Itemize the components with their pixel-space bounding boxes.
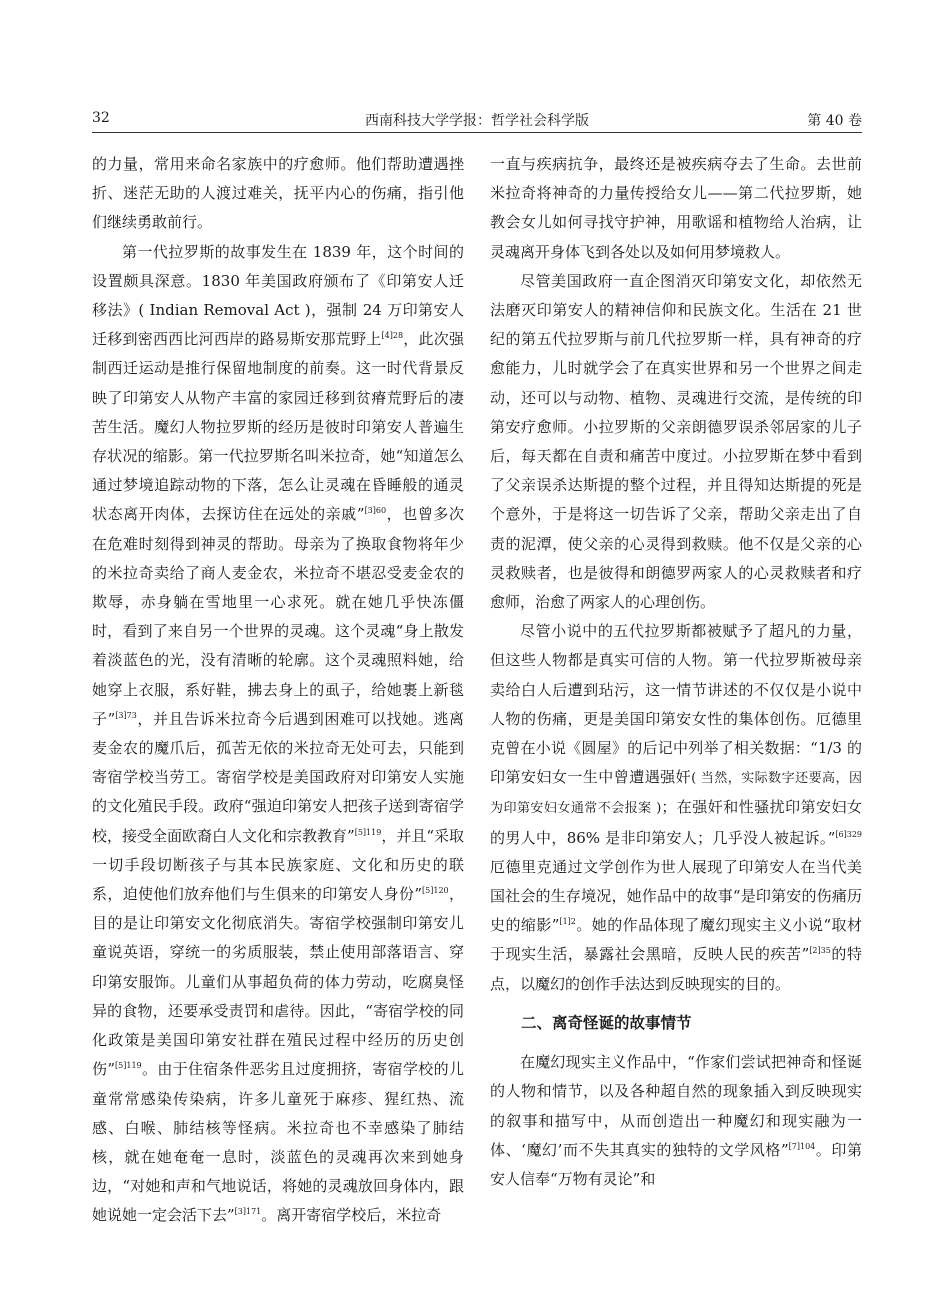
text-run: ，并且告诉米拉奇今后遇到困难可以找她。逃离麦金农的魔爪后，孤苦无依的米拉奇无处可去，只能到寄宿学校当劳工。寄宿学校是美国政府对印第安人实施的文化殖民手段。政府“强迫印第安人把孩子送到寄宿学校，接受全面欧裔白人文化和宗教教育”	[92, 709, 464, 845]
running-header	[92, 108, 862, 133]
citation: [5]120	[422, 886, 449, 896]
text-run: 。由于住宿条件恶劣且过度拥挤，寄宿学校的儿童常常感染传染病，许多儿童死于麻疹、猩红热、流感、白喉、肺结核等怪病。米拉奇也不幸感染了肺结核，就在她奄奄一息时，淡蓝色的灵魂再次来到她身边，“对她和声和气地说话，将她的灵魂放回身体内，跟她说她一定会活下去”	[92, 1060, 464, 1225]
citation: [7]104	[788, 1141, 816, 1151]
paragraph-continued: 的力量，常用来命名家族中的疗愈师。他们帮助遭遇挫折、迷茫无助的人渡过难关，抚平内心的伤痛，指引他们继续勇敢前行。	[92, 155, 464, 232]
paragraph-magic-realism	[490, 1048, 862, 1194]
text-run: 尽管小说中的五代拉罗斯都被赋予了超凡的力量，但这些人物都是真实可信的人物。第一代拉罗斯被母亲卖给白人后遭到玷污，这一情节讲述的不仅仅是小说中人物的伤痛，更是美国印第安女性的集体创伤。厄德里克曾在小说《圆屋》的后记中列举了相关数据：“1/3 的印第安妇女一生中曾遭遇强奸	[490, 622, 862, 787]
right-column	[490, 150, 862, 1194]
citation: [5]119	[354, 827, 382, 837]
paragraph-first-generation	[92, 238, 464, 1231]
paragraph-continued: 一直与疾病抗争，最终还是被疾病夺去了生命。去世前米拉奇将神奇的力量传授给女儿——第二代拉罗斯，她教会女儿如何寻找守护神，用歌谣和植物给人治病，让灵魂离开身体飞到各处以及如何用梦境救人。	[490, 155, 862, 261]
citation: [3]73	[115, 710, 137, 720]
citation: [4]28	[381, 331, 404, 341]
journal-title: 西南科技大学学报：哲学社会科学版	[365, 113, 589, 129]
text-run: 的特点，以魔幻的创作手法达到反映现实的目的。	[490, 945, 862, 993]
left-column	[92, 150, 464, 1231]
text-run: 厄德里克通过文学创作为世人展现了印第安人在当代美国社会的生存境况，她作品中的故事“是印第安的伤痛历史的缩影”	[490, 857, 862, 935]
text-run: ，目的是让印第安文化彻底消失。寄宿学校强制印第安儿童说英语，穿统一的劣质服装，禁止使用部落语言、穿印第安服饰。儿童们从事超负荷的体力劳动，吃腐臭怪异的食物，还要承受责罚和虐待。因此，“寄宿学校的同化政策是美国印第安社群在殖民过程中经历的历史创伤”	[92, 885, 464, 1079]
citation: [3]60	[364, 506, 387, 516]
citation: [1]2	[559, 917, 576, 927]
citation: [6]329	[835, 829, 862, 839]
text-run: ；在强奸和性骚扰印第安妇女的男人中，86% 是非印第安人；几乎没人被起诉。”	[490, 798, 862, 847]
text-run: 第一代拉罗斯的故事发生在 1839 年，这个时间的设置颇具深意。1830 年美国政府颁布了《印第安人迁移法》( Indian Removal Act )，强制 24 万印第安人迁移到密西西比河西岸的路易斯安那荒野上	[92, 242, 464, 349]
page-number: 32	[92, 110, 110, 126]
section-heading: 二、离奇怪诞的故事情节	[521, 1013, 692, 1032]
citation: [2]35	[809, 946, 831, 956]
citation: [5]119	[115, 1061, 142, 1071]
text-run: ，并且“采取一切手段切断孩子与其本民族家庭、文化和历史的联系，迫使他们放弃他们与生俱来的印第安人身份”	[92, 826, 465, 904]
paragraph-fifth-generation: 尽管美国政府一直企图消灭印第安文化，却依然无法磨灭印第安人的精神信仰和民族文化。生活在 21 世纪的第五代拉罗斯与前几代拉罗斯一样，具有神奇的疗愈能力，儿时就学会了在真实世界和另一个世界之间走动，还可以与动物、植物、灵魂进行交流，是传统的印第安疗愈师。小拉罗斯的父亲朗德罗误杀邻居家的儿子后，每天都在自责和痛苦中度过。小拉罗斯在梦中看到了父亲误杀达斯提的整个过程，并且得知达斯提的死是个意外，于是将这一切告诉了父亲，帮助父亲走出了自责的泥潭，使父亲的心灵得到救赎。他不仅是父亲的心灵救赎者，也是彼得和朗德罗两家人的心灵救赎者和疗愈师，治愈了两家人的心理创伤。	[490, 271, 862, 612]
text-run: 。离开寄宿学校后，米拉奇	[261, 1206, 442, 1225]
text-run: ，也曾多次在危难时刻得到神灵的帮助。母亲为了换取食物将年少的米拉奇卖给了商人麦金农，米拉奇不堪忍受麦金农的欺辱，赤身躺在雪地里一心求死。就在她几乎快冻僵时，看到了来自另一个世界的灵魂。这个灵魂“身上散发着淡蓝色的光，没有清晰的轮廓。这个灵魂照料她，给她穿上衣服，系好鞋，拂去身上的虱子，给她裹上新毯子”	[92, 505, 464, 728]
text-run: 在魔幻现实主义作品中，“作家们尝试把神奇和怪诞的人物和情节，以及各种超自然的现象插入到反映现实的叙事和描写中，从而创造出一种魔幻和现实融为一体、‘魔幻’而不失其真实的独特的文学风格”	[490, 1053, 862, 1159]
volume-number: 第 40 卷	[807, 113, 862, 129]
text-run: ，此次强制西迁运动是推行保留地制度的前奏。这一时代背景反映了印第安人从物产丰富的家园迁移到贫瘠荒野后的凄苦生活。魔幻人物拉罗斯的经历是彼时印第安人普遍生存状况的缩影。第一代拉罗斯名叫米拉奇，她“知道怎么通过梦境追踪动物的下落，怎么让灵魂在昏睡般的通灵状态离开肉体，去探访住在远处的亲戚”	[92, 330, 464, 524]
paragraph-real-characters	[490, 617, 862, 999]
parenthetical-note: ( 当然，实际数字还要高，因为印第安妇女通常不会报案 )	[490, 771, 862, 817]
citation: [3]171	[234, 1207, 262, 1217]
text-run: 。印第安人信奉“万物有灵论”和	[490, 1140, 862, 1188]
text-run: 。她的作品体现了魔幻现实主义小说“取材于现实生活，暴露社会黑暗，反映人民的疾苦”	[490, 916, 862, 964]
